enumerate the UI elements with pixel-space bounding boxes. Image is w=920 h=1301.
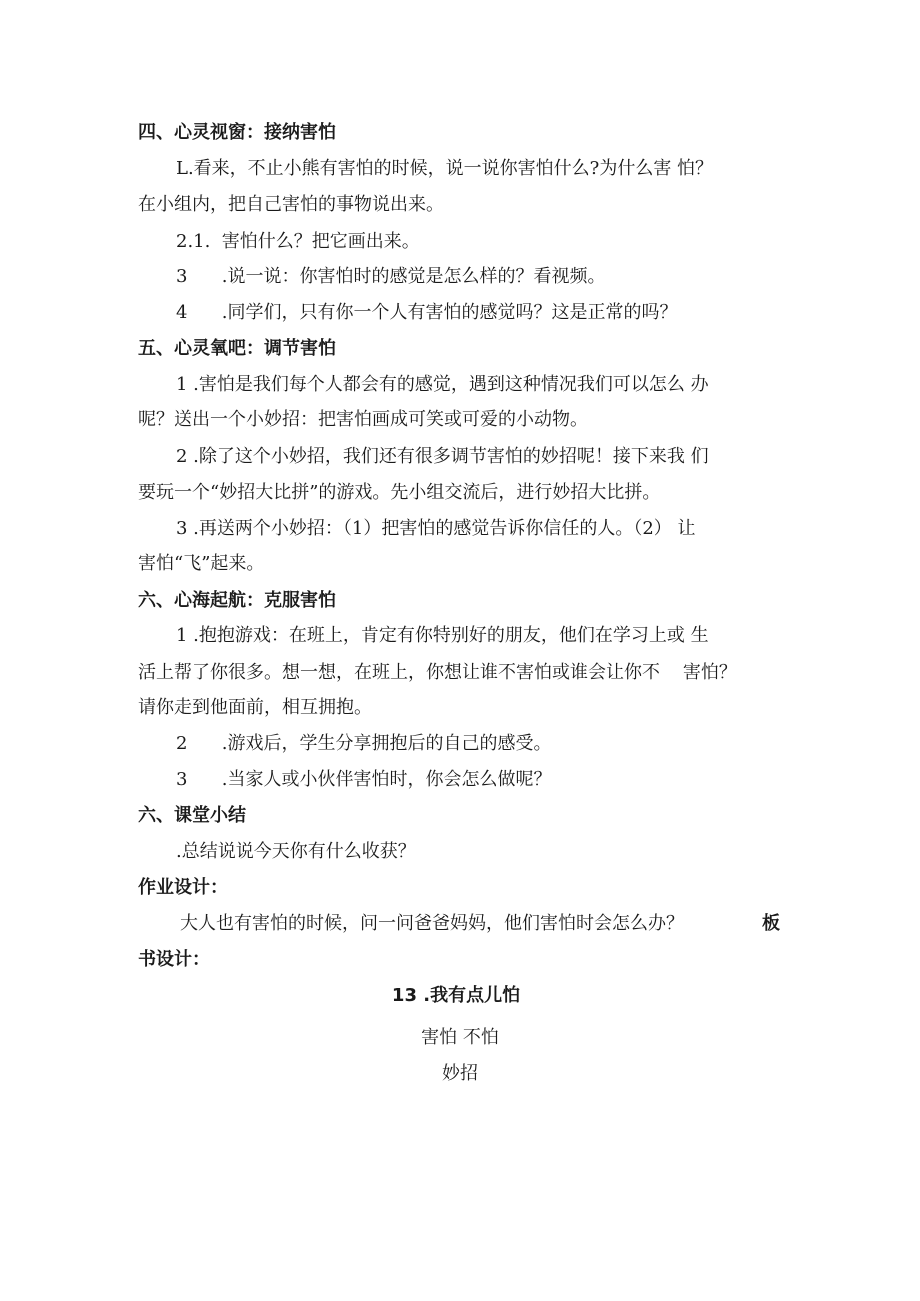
paragraph-line: 在小组内，把自己害怕的事物说出来。 [138, 194, 444, 215]
paragraph-line: 3 .再送两个小妙招：（1）把害怕的感觉告诉你信任的人。（2） 让 [176, 518, 696, 539]
board-row-fear: 害怕 不怕 [421, 1027, 499, 1048]
paragraph-line: 4 .同学们，只有你一个人有害怕的感觉吗？这是正常的吗？ [176, 302, 678, 323]
paragraph-line: 2 .游戏后，学生分享拥抱后的自己的感受。 [176, 733, 552, 754]
paragraph-line: .总结说说今天你有什么收获？ [176, 841, 416, 862]
paragraph-line: 请你走到他面前，相互拥抱。 [138, 697, 372, 718]
paragraph-line: 2.1. 害怕什么？把它画出来。 [176, 231, 420, 252]
section-heading-4: 四、心灵视窗：接纳害怕 [138, 122, 336, 143]
section-heading-summary: 六、课堂小结 [138, 805, 246, 826]
paragraph-line: 1 .抱抱游戏：在班上，肯定有你特别好的朋友，他们在学习上或 生 [176, 625, 709, 646]
section-heading-6: 六、心海起航：克服害怕 [138, 590, 336, 611]
paragraph-line: 活上帮了你很多。想一想，在班上，你想让谁不害怕或谁会让你不 害怕？ [138, 662, 737, 683]
paragraph-line: 要玩一个“妙招大比拼”的游戏。先小组交流后，进行妙招大比拼。 [138, 482, 661, 503]
paragraph-line: 3 .当家人或小伙伴害怕时，你会怎么做呢？ [176, 769, 552, 790]
homework-heading: 作业设计： [138, 877, 228, 898]
paragraph-line: 1 .害怕是我们每个人都会有的感觉，遇到这种情况我们可以怎么 办 [176, 374, 709, 395]
paragraph-line: 3 .说一说：你害怕时的感觉是怎么样的？看视频。 [176, 266, 606, 287]
board-title: 13 .我有点儿怕 [391, 985, 521, 1006]
paragraph-line: L.看来，不止小熊有害怕的时候，说一说你害怕什么?为什么害 怕？ [176, 158, 714, 179]
homework-text: 大人也有害怕的时候，问一问爸爸妈妈，他们害怕时会怎么办？ [180, 913, 684, 934]
board-row-tips: 妙招 [442, 1063, 478, 1084]
paragraph-line: 呢？送出一个小妙招：把害怕画成可笑或可爱的小动物。 [138, 409, 588, 430]
board-design-label-start: 板 [762, 913, 780, 934]
section-heading-5: 五、心灵氧吧：调节害怕 [138, 338, 336, 359]
paragraph-line: 2 .除了这个小妙招，我们还有很多调节害怕的妙招呢！接下来我 们 [176, 446, 709, 467]
paragraph-line: 害怕“飞”起来。 [138, 553, 265, 574]
board-design-label-end: 书设计： [138, 949, 210, 970]
